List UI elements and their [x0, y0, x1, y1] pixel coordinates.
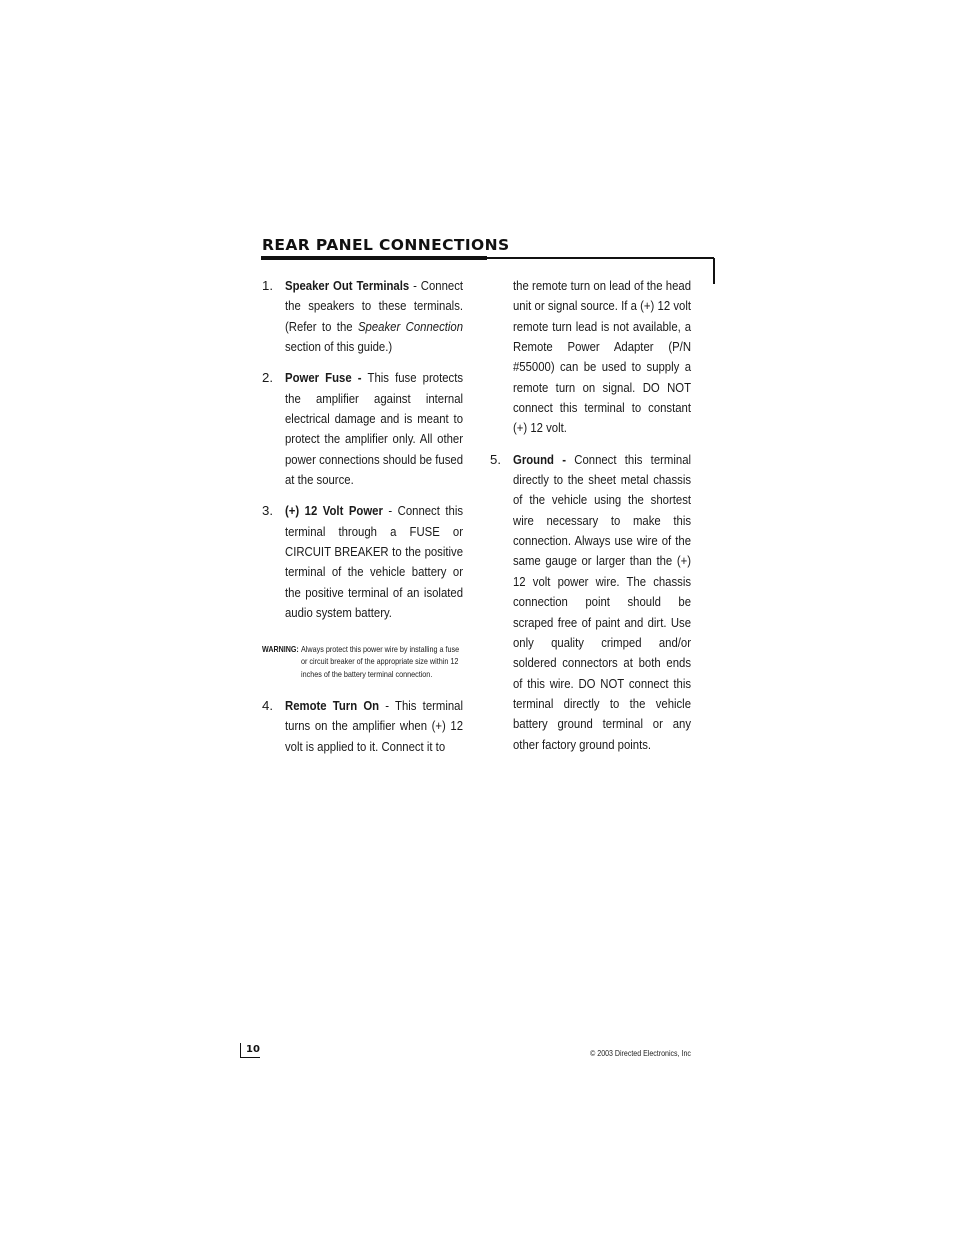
list-item-remote-turn-on-continued: [490, 276, 691, 439]
list-item-12-volt-power: [262, 501, 463, 623]
right-column: [490, 276, 691, 766]
list-item-ground: [490, 450, 691, 755]
warning-note: [262, 643, 463, 681]
item-text: - Connect the speakers to these terminals. (Refer to the: [285, 278, 464, 334]
copyright-text: © 2003 Directed Electronics, Inc: [590, 1048, 691, 1058]
page-number: 10: [240, 1043, 260, 1058]
item-text: - Connect this terminal through a FUSE or CIRCUIT BREAKER to the positive terminal of the vehicle battery or the positive terminal of an isolated audio system battery.: [285, 503, 464, 621]
item-text-italic: Speaker Connection: [357, 318, 464, 334]
list-item-remote-turn-on: [262, 696, 463, 757]
item-title: Ground -: [513, 451, 566, 467]
item-text: This fuse protects the amplifier against internal electrical damage and is meant to protect the amplifier only. All other power connections should be fused at the source.: [285, 370, 464, 488]
heading-rule-tick: [713, 258, 715, 284]
warning-text: Always protect this power wire by installing a fuse or circuit breaker of the appropriate size within 12 inches of the battery terminal connection.: [301, 643, 460, 680]
copyright-notice: [560, 1048, 691, 1058]
item-text: Connect this terminal directly to the sheet metal chassis of the vehicle using the shortest wire necessary to make this connection. Always use wire of the same gauge or larger than the (+) 12 volt power wire. The chassis connection point should be scraped free of paint and dirt. Use only quality crimped and/or soldered connectors at both ends of this wire. DO NOT connect this terminal directly to the vehicle battery ground terminal or any other factory ground points.: [513, 451, 692, 752]
item-title: (+) 12 Volt Power: [285, 503, 383, 519]
item-text: section of this guide.): [285, 339, 393, 355]
item-text: the remote turn on lead of the head unit or signal source. If a (+) 12 volt remote turn lead is not available, a Remote Power Adapter (P/N #55000) can be used to supply a remote turn on signal. DO NOT connect this terminal to constant (+) 12 volt.: [513, 278, 692, 436]
warning-label: WARNING:: [262, 643, 299, 654]
item-number: 4.: [262, 697, 273, 713]
item-number: 3.: [262, 503, 273, 519]
section-heading: REAR PANEL CONNECTIONS: [262, 236, 510, 254]
list-item-speaker-out: [262, 276, 463, 357]
item-number: 2.: [262, 370, 273, 386]
item-number: 5.: [490, 451, 501, 467]
item-number: 1.: [262, 278, 273, 293]
item-title: Speaker Out Terminals: [285, 278, 410, 293]
left-column: [262, 276, 463, 768]
item-title: Remote Turn On: [285, 697, 380, 713]
item-text: - This terminal turns on the amplifier when (+) 12 volt is applied to it. Connect it to: [285, 697, 464, 754]
list-item-power-fuse: [262, 368, 463, 490]
heading-rule-accent: [261, 256, 487, 260]
item-title: Power Fuse -: [285, 370, 362, 386]
